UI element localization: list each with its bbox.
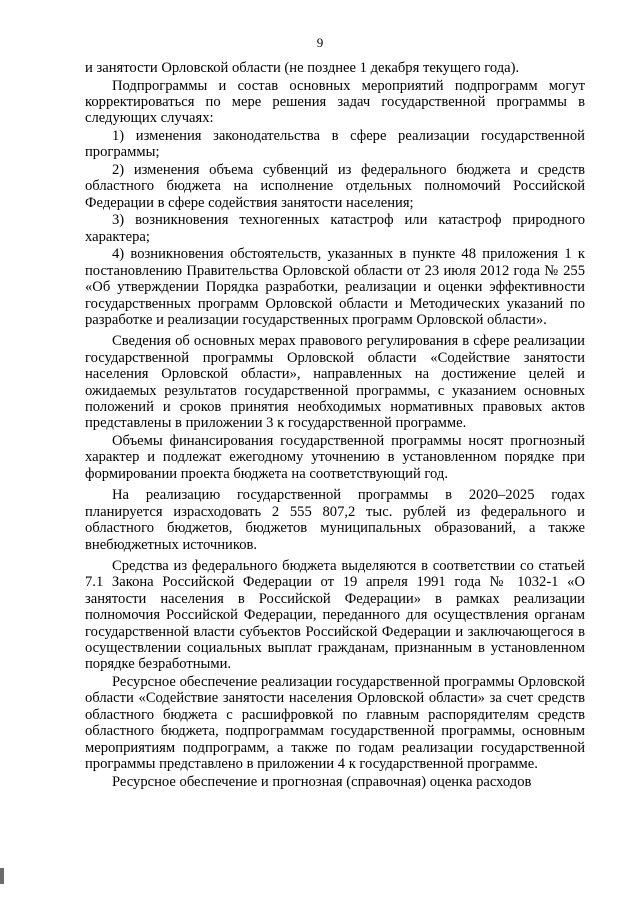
page-number: 9 [316, 35, 324, 50]
paragraph-federal-funds: Средства из федерального бюджета выделяются в соответствии со статьей 7.1 Закона Российской Федерации от 19 апреля 1991 года № 1032-1 «О занятости населения в Российской Федерации» в рамках реализации полномочия Российской Федерации, переданного для осуществления органам государственной власти субъектов Российской Федерации и заключающегося в осуществлении социальных выплат гражданам, признанным в установленном порядке безработными. [85, 557, 585, 673]
paragraph-resource-estimate: Ресурсное обеспечение и прогнозная (справочная) оценка расходов [112, 773, 532, 790]
paragraph-subprogram-adjustment: Подпрограммы и состав основных мероприятий подпрограмм могут корректироваться по мере решения задач государственной программы в следующих случаях: [85, 77, 585, 127]
list-item-2: 2) изменения объема субвенций из федерального бюджета и средств областного бюджета на исполнение отдельных полномочий Российской Федерации в сфере содействия занятости населения; [85, 162, 585, 211]
paragraph-financing-volumes: Объемы финансирования государственной программы носят прогнозный характер и подлежат ежегодному уточнению в установленном порядке при формировании проекта бюджета на соответствующий год. [85, 433, 585, 482]
scan-edge-mark [0, 868, 4, 884]
list-item-1: 1) изменения законодательства в сфере реализации государственной программы; [85, 128, 585, 161]
paragraph-resource-provision: Ресурсное обеспечение реализации государственной программы Орловской области «Содействие занятости населения Орловской области» за счет средств областного бюджета с расшифровкой по главным распорядителям средств областного бюджета, подпрограммам государственной программы, основным мероприятиям подпрограмм, а также по годам реализации государственной программы представлено в приложении 4 к государственной программе. [85, 673, 585, 772]
list-item-3: 3) возникновения техногенных катастроф или катастроф природного характера; [85, 212, 585, 245]
paragraph-regulation: Сведения об основных мерах правового регулирования в сфере реализации государственной программы Орловской области «Содействие занятости населения Орловской области», направленных на достижение целей и ожидаемых результатов государственной программы, с указанием основных положений и сроков принятия необходимых нормативных правовых актов представлены в приложении 3 к государственной программе. [85, 333, 585, 432]
paragraph-continuation: и занятости Орловской области (не позднее 1 декабря текущего года). [85, 60, 520, 76]
paragraph-financing-total: На реализацию государственной программы в 2020–2025 годах планируется израсходовать 2 555 807,2 тыс. рублей из федерального и областного бюджетов, бюджетов муниципальных образований, а также внебюджетных источников. [85, 487, 585, 553]
list-item-4: 4) возникновения обстоятельств, указанных в пункте 48 приложения 1 к постановлению Правительства Орловской области от 23 июля 2012 года № 255 «Об утверждении Порядка разработки, реализации и оценки эффективности государственных программ Орловской области и Методических указаний по разработке и реализации государственных программ Орловской области». [85, 246, 585, 329]
document-body [85, 60, 585, 791]
